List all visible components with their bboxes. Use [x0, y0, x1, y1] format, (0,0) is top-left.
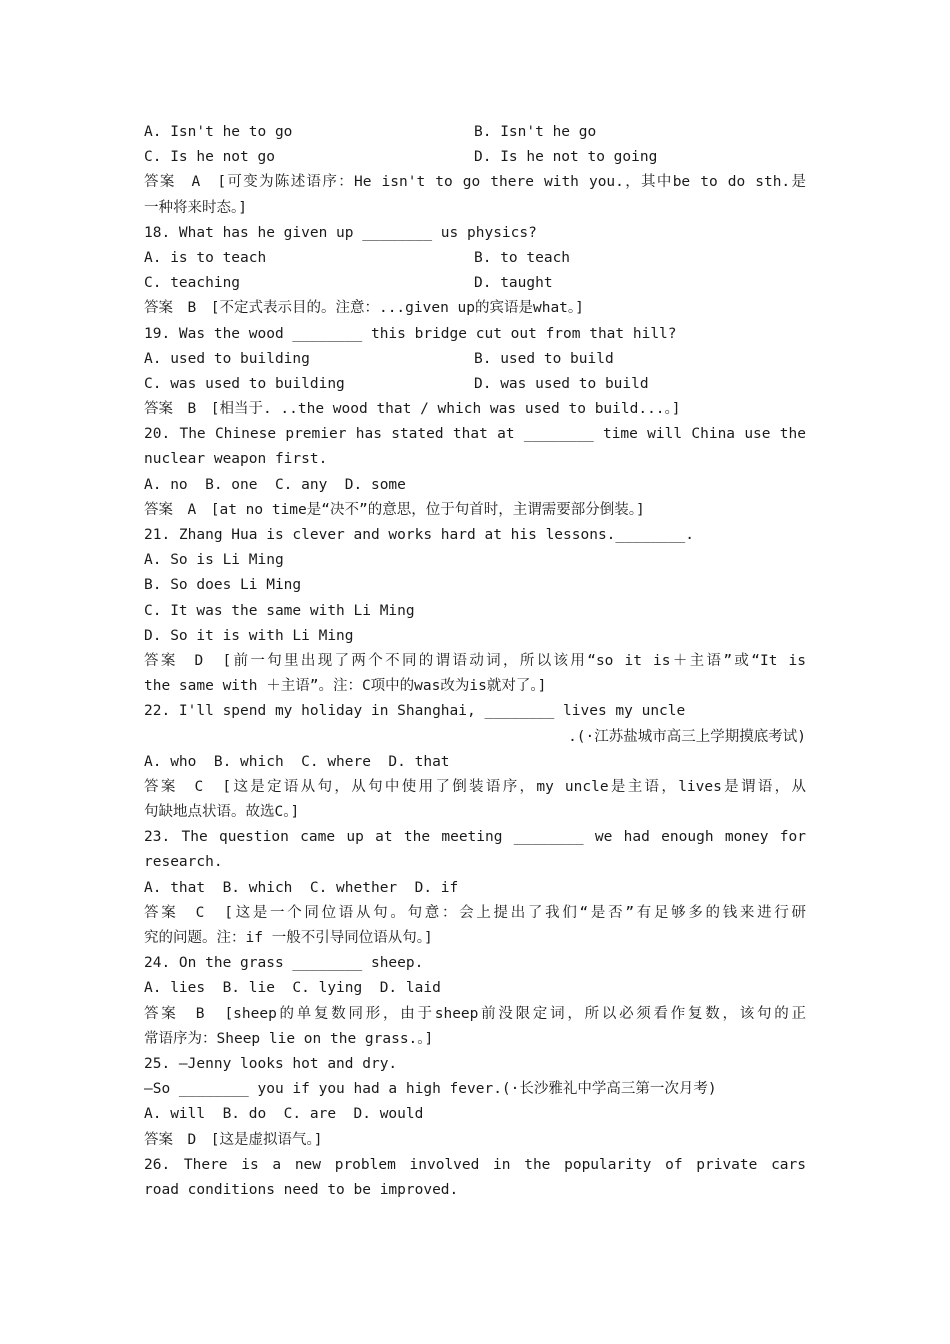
text-line: 25. —Jenny looks hot and dry. — [144, 1055, 398, 1072]
text-line: A. So is Li Ming — [144, 552, 284, 569]
text-line: the same with ＋主语”。注：C项中的was改为is就对了。] — [144, 678, 547, 695]
option-right: B. used to build — [474, 350, 614, 367]
option-right: D. taught — [474, 275, 553, 292]
answer-line: 答案 B [相当于. ..the wood that / which was used to build...。] — [144, 401, 681, 418]
source-note: .(·江苏盐城市高三上学期摸底考试) — [568, 728, 806, 745]
answer-line: 答案 A [可变为陈述语序：He isn't to go there with you.，其中be to do sth.是 — [144, 174, 806, 191]
option-left: C. was used to building — [144, 375, 345, 392]
option-left: A. is to teach — [144, 249, 267, 266]
text-line: 常语序为：Sheep lie on the grass.。] — [144, 1030, 434, 1047]
text-line: C. It was the same with Li Ming — [144, 602, 415, 619]
text-line: research. — [144, 854, 223, 871]
text-line: 21. Zhang Hua is clever and works hard at his lessons.________. — [144, 527, 694, 543]
option-right: D. was used to build — [474, 375, 649, 392]
text-line: nuclear weapon first. — [144, 451, 328, 468]
option-row — [144, 271, 806, 296]
text-line: 24. On the grass ________ sheep. — [144, 955, 424, 972]
option-left: A. used to building — [144, 350, 310, 367]
option-row — [144, 120, 806, 145]
text-line: road conditions need to be improved. — [144, 1181, 459, 1198]
option-right: B. to teach — [474, 249, 571, 266]
text-line: 一种将来时态。] — [144, 199, 247, 216]
option-left: A. Isn't he to go — [144, 124, 293, 140]
option-left: C. teaching — [144, 275, 241, 292]
text-line: 26. There is a new problem involved in the popularity of private cars — [144, 1156, 806, 1173]
option-row — [144, 145, 806, 170]
text-line: A. that B. which C. whether D. if — [144, 879, 459, 896]
text-line: D. So it is with Li Ming — [144, 627, 354, 644]
text-line: 18. What has he given up ________ us physics? — [144, 224, 537, 241]
option-row — [144, 347, 806, 372]
option-left: C. Is he not go — [144, 149, 275, 166]
answer-line: 答案 D [前一句里出现了两个不同的谓语动词，所以该用“so it is＋主语”或“It is — [144, 652, 806, 669]
option-row — [144, 372, 806, 397]
answer-line: 答案 C [这是定语从句，从句中使用了倒装语序，my uncle是主语，lives是谓语，从 — [144, 778, 806, 795]
text-line: —So ________ you if you had a high fever.(·长沙雅礼中学高三第一次月考) — [144, 1081, 717, 1098]
text-line: 22. I'll spend my holiday in Shanghai, ________ lives my uncle — [144, 703, 686, 720]
answer-line: 答案 A [at no time是“决不”的意思，位于句首时，主谓需要部分倒装。] — [144, 501, 645, 518]
text-line: A. no B. one C. any D. some — [144, 476, 406, 493]
text-line: 句缺地点状语。故选C。] — [144, 804, 300, 821]
option-right: B. Isn't he go — [474, 124, 597, 140]
option-row — [144, 246, 806, 271]
document-page — [144, 120, 806, 1203]
answer-line: 答案 B [sheep的单复数同形，由于sheep前没限定词，所以必须看作复数，该句的正 — [144, 1005, 806, 1022]
answer-line: 答案 D [这是虚拟语气。] — [144, 1131, 323, 1148]
text-line: A. who B. which C. where D. that — [144, 753, 450, 770]
answer-line: 答案 C [这是一个同位语从句。句意：会上提出了我们“是否”有足够多的钱来进行研 — [144, 904, 806, 921]
answer-line: 答案 B [不定式表示目的。注意：...given up的宾语是what。] — [144, 300, 584, 317]
text-line: A. will B. do C. are D. would — [144, 1106, 424, 1123]
text-line: 究的问题。注：if 一般不引导同位语从句。] — [144, 930, 433, 946]
text-line: 20. The Chinese premier has stated that at ________ time will China use the — [144, 426, 806, 443]
text-line: 19. Was the wood ________ this bridge cut out from that hill? — [144, 325, 677, 342]
option-right: D. Is he not to going — [474, 149, 658, 166]
text-line: A. lies B. lie C. lying D. laid — [144, 980, 441, 997]
text-line: 23. The question came up at the meeting ________ we had enough money for — [144, 829, 806, 846]
text-line: B. So does Li Ming — [144, 577, 302, 594]
